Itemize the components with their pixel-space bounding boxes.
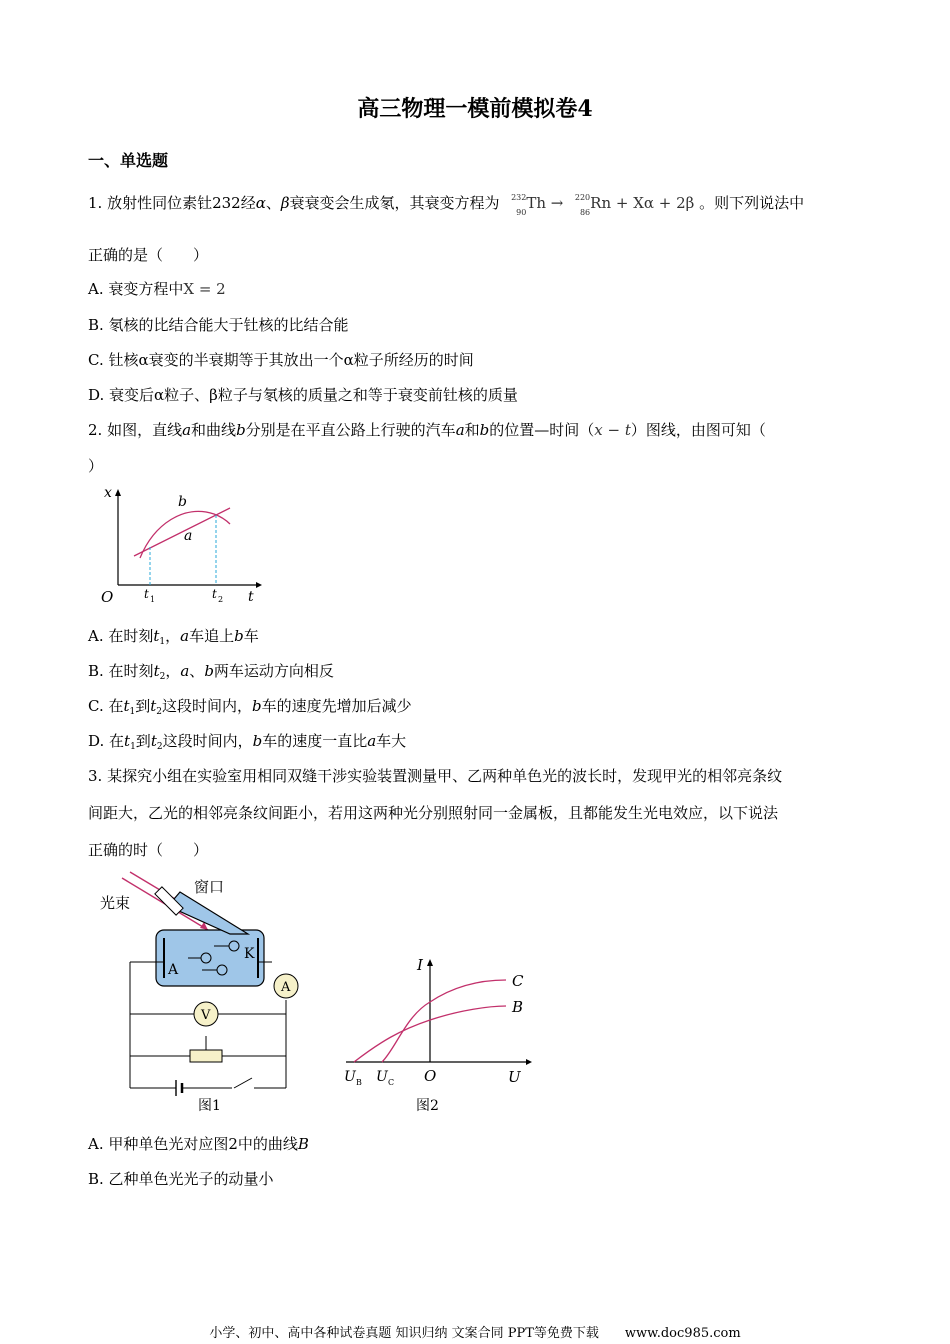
q1-option-b[interactable]: B. 氡核的比结合能大于钍核的比结合能 (88, 316, 349, 334)
figure-2-iu-graph (340, 952, 534, 1118)
i-axis-arrow (427, 959, 433, 966)
q3-stem-line2: 间距大，乙光的相邻亮条纹间距小，若用这两种光分别照射同一金属板，且都能发生光电效应，以下说法 (88, 804, 779, 822)
a-label: a (184, 528, 193, 544)
t2-label: t (212, 587, 217, 601)
q2-stem-cont: ） (88, 457, 104, 475)
q1-option-c[interactable]: C. 钍核α衰变的半衰期等于其放出一个α粒子所经历的时间 (88, 351, 474, 369)
q1-option-a[interactable]: A. 衰变方程中X = 2 (88, 280, 226, 298)
t2-sub: 2 (218, 595, 224, 604)
q1-stem: 1. 放射性同位素钍232经α、β衰衰变会生成氡，其衰变方程为 232 90 Th → 220 86 Rn + Xα + 2β 。则下列说法中 (88, 193, 805, 217)
curve-c (382, 980, 506, 1062)
xt-graph (96, 484, 266, 610)
rheostat (190, 1050, 222, 1062)
q1-stem-cont: 正确的是（ ） (88, 246, 209, 264)
q2-option-c[interactable]: C. 在$t_1$到$t_2$这段时间内，b车的速度先增加后减少 (88, 697, 412, 717)
section-heading: 一、单选题 (88, 151, 169, 170)
voltmeter-label: V (201, 1008, 211, 1023)
b-label: b (178, 494, 187, 510)
decay-equation: 232 90 Th → 220 86 Rn + Xα + 2β (511, 193, 695, 217)
switch (234, 1078, 252, 1088)
b-label: B (512, 998, 524, 1016)
q2-option-d[interactable]: D. 在$t_1$到$t_2$这段时间内，b车的速度一直比a车大 (88, 732, 407, 752)
uc-sub: C (388, 1078, 395, 1087)
q1-option-d[interactable]: D. 衰变后α粒子、β粒子与氡核的质量之和等于衰变前钍核的质量 (88, 386, 518, 404)
figure-2-caption: 图2 (416, 1098, 439, 1114)
origin-label: O (101, 588, 114, 606)
t1-sub: 1 (150, 595, 156, 604)
i-label: I (417, 956, 423, 974)
figure-1-caption: 图1 (198, 1098, 221, 1114)
page-footer: 小学、初中、高中各种试卷真题 知识归纳 文案合同 PPT等免费下载 www.doc985.com (209, 1326, 741, 1341)
anode-label: A (168, 962, 179, 978)
uc-label: U (376, 1069, 388, 1085)
q2-option-b[interactable]: B. 在时刻$t_2$，a、b两车运动方向相反 (88, 662, 334, 682)
ammeter-label: A (281, 980, 291, 995)
x-axis-arrow (115, 489, 121, 496)
u-label: U (508, 1068, 521, 1086)
t1-label: t (144, 587, 149, 601)
origin-label: O (424, 1067, 437, 1085)
page-title: 高三物理一模前模拟卷4 (357, 96, 593, 122)
cathode-label: K (244, 946, 255, 962)
window-label: 窗口 (194, 878, 225, 896)
q3-stem-line3: 正确的时（ ） (88, 841, 209, 859)
ub-label: U (344, 1069, 356, 1085)
ub-sub: B (356, 1078, 362, 1087)
t-axis-arrow (256, 582, 262, 588)
x-label: x (104, 485, 112, 501)
q3-option-b[interactable]: B. 乙种单色光光子的动量小 (88, 1170, 274, 1188)
figure-1-circuit (96, 870, 308, 1118)
q2-stem: 2. 如图，直线a和曲线b分别是在平直公路上行驶的汽车a和b的位置—时间（x − t）图线，由图可知（ (88, 421, 766, 439)
q3-stem-line1: 3. 某探究小组在实验室用相同双缝干涉实验装置测量甲、乙两种单色光的波长时，发现甲光的相邻亮条纹 (88, 767, 783, 785)
q3-option-a[interactable]: A. 甲种单色光对应图2中的曲线B (88, 1135, 309, 1153)
u-axis-arrow (526, 1059, 532, 1065)
beam-label: 光束 (100, 894, 131, 912)
t-label: t (248, 589, 254, 605)
q2-option-a[interactable]: A. 在时刻$t_1$，a车追上b车 (88, 627, 259, 647)
c-label: C (512, 972, 524, 990)
